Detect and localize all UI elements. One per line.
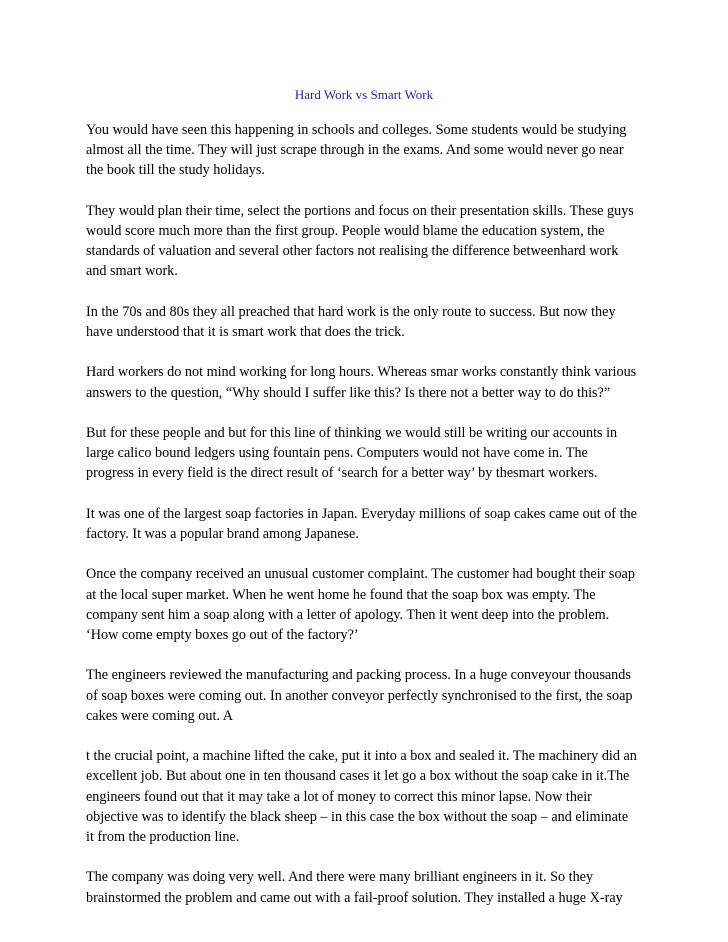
text-line: It was one of the largest soap factories in Japan. Everyday millions of soap cakes came out of the xyxy=(86,505,637,522)
text-line: brainstormed the problem and came out with a fail-proof solution. They installed a huge X-ray xyxy=(86,889,623,906)
text-line: In the 70s and 80s they all preached that hard work is the only route to success. But now they xyxy=(86,303,616,320)
text-line: You would have seen this happening in schools and colleges. Some students would be studying xyxy=(86,122,627,138)
text-line: company sent him a soap along with a letter of apology. Then it went deep into the problem. xyxy=(86,606,610,623)
text-line: standards of valuation and several other factors not realising the difference betweenhard work xyxy=(86,243,619,260)
text-line: excellent job. But about one in ten thousand cases it let go a box without the soap cake in it.The xyxy=(86,768,630,785)
text-line: factory. It was a popular brand among Japanese. xyxy=(86,525,359,542)
paragraph xyxy=(86,867,646,907)
text-line: of soap boxes were coming out. In another conveyor perfectly synchronised to the first, the soap xyxy=(86,687,633,704)
text-line: have understood that it is smart work that does the trick. xyxy=(86,324,405,340)
paragraph xyxy=(86,120,646,181)
paragraph xyxy=(86,504,646,544)
text-line: and smart work. xyxy=(86,263,178,280)
text-line: They would plan their time, select the portions and focus on their presentation skills. These guys xyxy=(86,202,634,219)
paragraph xyxy=(86,362,646,402)
text-line: at the local super market. When he went home he found that the soap box was empty. The xyxy=(86,586,596,603)
text-line: But for these people and but for this line of thinking we would still be writing our accounts in xyxy=(86,424,618,441)
document-body xyxy=(86,120,646,928)
text-line: the book till the study holidays. xyxy=(86,162,265,179)
text-line: large calico bound ledgers using fountain pens. Computers would not have come in. The xyxy=(86,445,588,462)
paragraph xyxy=(86,746,646,847)
paragraph xyxy=(86,423,646,484)
document-title: Hard Work vs Smart Work xyxy=(294,87,434,102)
paragraph xyxy=(86,665,646,726)
text-line: progress in every field is the direct result of ‘search for a better way’ by thesmart workers. xyxy=(86,465,598,482)
text-line: The company was doing very well. And there were many brilliant engineers in it. So they xyxy=(86,869,594,886)
text-line: Hard workers do not mind working for long hours. Whereas smar works constantly think various xyxy=(86,364,637,381)
text-line: answers to the question, “Why should I suffer like this? Is there not a better way to do this?” xyxy=(86,384,611,401)
text-line: objective was to identify the black sheep – in this case the box without the soap – and eliminate xyxy=(86,808,629,825)
text-line: would score much more than the first group. People would blame the education system, the xyxy=(86,223,605,239)
paragraph xyxy=(86,564,646,645)
text-line: it from the production line. xyxy=(86,828,240,845)
text-line: cakes were coming out. A xyxy=(86,707,233,724)
text-line: Once the company received an unusual customer complaint. The customer had bought their soap xyxy=(86,566,635,583)
text-line: ‘How come empty boxes go out of the factory?’ xyxy=(86,626,359,643)
paragraph xyxy=(86,302,646,342)
text-line: engineers found out that it may take a lot of money to correct this minor lapse. Now their xyxy=(86,788,592,805)
text-line: The engineers reviewed the manufacturing and packing process. In a huge conveyour thousands xyxy=(86,667,631,684)
text-line: almost all the time. They will just scrape through in the exams. And some would never go near xyxy=(86,142,624,159)
text-line: t the crucial point, a machine lifted the cake, put it into a box and sealed it. The machinery did an xyxy=(86,748,637,765)
paragraph xyxy=(86,201,646,282)
